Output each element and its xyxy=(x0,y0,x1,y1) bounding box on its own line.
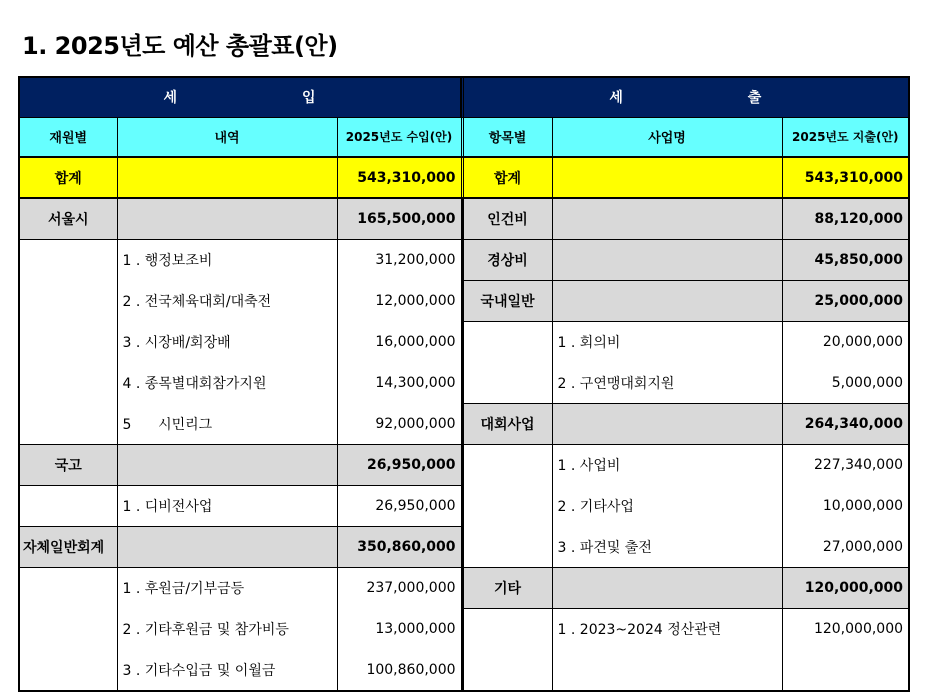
income-group-amount: 26,950,000 xyxy=(337,445,461,486)
expense-item-amount: 227,340,000 xyxy=(782,445,909,486)
expense-group-label: 기타 xyxy=(463,568,552,609)
expense-item-label: 2 . 구연맹대회지원 xyxy=(552,363,782,404)
expense-item-blank xyxy=(552,650,782,692)
income-group-blank xyxy=(117,527,337,568)
expense-item-label: 1 . 2023~2024 정산관련 xyxy=(552,609,782,650)
income-group-blank xyxy=(117,445,337,486)
expense-group-amount: 120,000,000 xyxy=(782,568,909,609)
expense-col-project: 사업명 xyxy=(552,117,782,157)
income-group-blank xyxy=(117,198,337,240)
expense-group-amount: 264,340,000 xyxy=(782,404,909,445)
income-total-amount: 543,310,000 xyxy=(337,157,461,198)
income-item-amount: 12,000,000 xyxy=(337,281,461,322)
expense-item-amount: 120,000,000 xyxy=(782,609,909,650)
expense-group-blank xyxy=(552,404,782,445)
expense-group-amount: 25,000,000 xyxy=(782,281,909,322)
income-total-blank xyxy=(117,157,337,198)
expense-total-amount: 543,310,000 xyxy=(782,157,909,198)
income-item-amount: 92,000,000 xyxy=(337,404,461,445)
expense-item-label: 3 . 파견및 출전 xyxy=(552,527,782,568)
expense-group-label: 경상비 xyxy=(463,240,552,281)
income-item-amount: 31,200,000 xyxy=(337,240,461,281)
expense-item-amount: 27,000,000 xyxy=(782,527,909,568)
income-item-label: 3 . 기타수입금 및 이월금 xyxy=(117,650,337,692)
income-item-amount: 14,300,000 xyxy=(337,363,461,404)
page-title: 1. 2025년도 예산 총괄표(안) xyxy=(22,32,338,60)
expense-group-spacer xyxy=(463,322,552,404)
expense-group-spacer xyxy=(463,609,552,692)
income-item-amount: 26,950,000 xyxy=(337,486,461,527)
expense-item-label: 2 . 기타사업 xyxy=(552,486,782,527)
income-total-label: 합계 xyxy=(19,157,117,198)
income-item-label: 2 . 기타후원금 및 참가비등 xyxy=(117,609,337,650)
expense-group-blank xyxy=(552,198,782,240)
section-divider xyxy=(461,527,463,568)
income-item-amount: 100,860,000 xyxy=(337,650,461,692)
expense-group-amount: 45,850,000 xyxy=(782,240,909,281)
income-item-amount: 13,000,000 xyxy=(337,609,461,650)
expense-item-amount: 5,000,000 xyxy=(782,363,909,404)
expense-item-label: 1 . 사업비 xyxy=(552,445,782,486)
income-item-label: 4 . 종목별대회참가지원 xyxy=(117,363,337,404)
section-divider xyxy=(461,650,463,692)
income-group-label: 자체일반회계 xyxy=(19,527,117,568)
expense-item-label: 1 . 회의비 xyxy=(552,322,782,363)
expense-group-label: 인건비 xyxy=(463,198,552,240)
expense-item-blank xyxy=(782,650,909,692)
section-divider xyxy=(461,486,463,527)
expense-col-amount: 2025년도 지출(안) xyxy=(782,117,909,157)
budget-summary-table xyxy=(18,76,910,692)
income-group-label: 서울시 xyxy=(19,198,117,240)
expense-group-label: 국내일반 xyxy=(463,281,552,322)
expense-col-category: 항목별 xyxy=(463,117,552,157)
income-item-label: 2 . 전국체육대회/대축전 xyxy=(117,281,337,322)
income-item-amount: 237,000,000 xyxy=(337,568,461,609)
income-col-detail: 내역 xyxy=(117,117,337,157)
expense-group-blank xyxy=(552,568,782,609)
income-group-amount: 165,500,000 xyxy=(337,198,461,240)
income-item-label: 1 . 디비전사업 xyxy=(117,486,337,527)
expense-group-spacer xyxy=(463,445,552,568)
income-group-amount: 350,860,000 xyxy=(337,527,461,568)
income-group-spacer xyxy=(19,240,117,445)
income-item-label: 1 . 후원금/기부금등 xyxy=(117,568,337,609)
income-section-header: 세 입 xyxy=(19,77,461,117)
expense-total-blank xyxy=(552,157,782,198)
income-col-source: 재원별 xyxy=(19,117,117,157)
expense-item-amount: 10,000,000 xyxy=(782,486,909,527)
expense-group-label: 대회사업 xyxy=(463,404,552,445)
expense-section-header: 세 출 xyxy=(463,77,909,117)
income-group-spacer xyxy=(19,486,117,527)
income-item-label: 1 . 행정보조비 xyxy=(117,240,337,281)
expense-total-label: 합계 xyxy=(463,157,552,198)
income-col-amount: 2025년도 수입(안) xyxy=(337,117,461,157)
income-item-label: 3 . 시장배/회장배 xyxy=(117,322,337,363)
section-divider xyxy=(461,363,463,404)
expense-group-amount: 88,120,000 xyxy=(782,198,909,240)
income-item-label: 5 시민리그 xyxy=(117,404,337,445)
expense-item-amount: 20,000,000 xyxy=(782,322,909,363)
income-group-spacer xyxy=(19,568,117,692)
income-item-amount: 16,000,000 xyxy=(337,322,461,363)
expense-group-blank xyxy=(552,281,782,322)
expense-group-blank xyxy=(552,240,782,281)
income-group-label: 국고 xyxy=(19,445,117,486)
